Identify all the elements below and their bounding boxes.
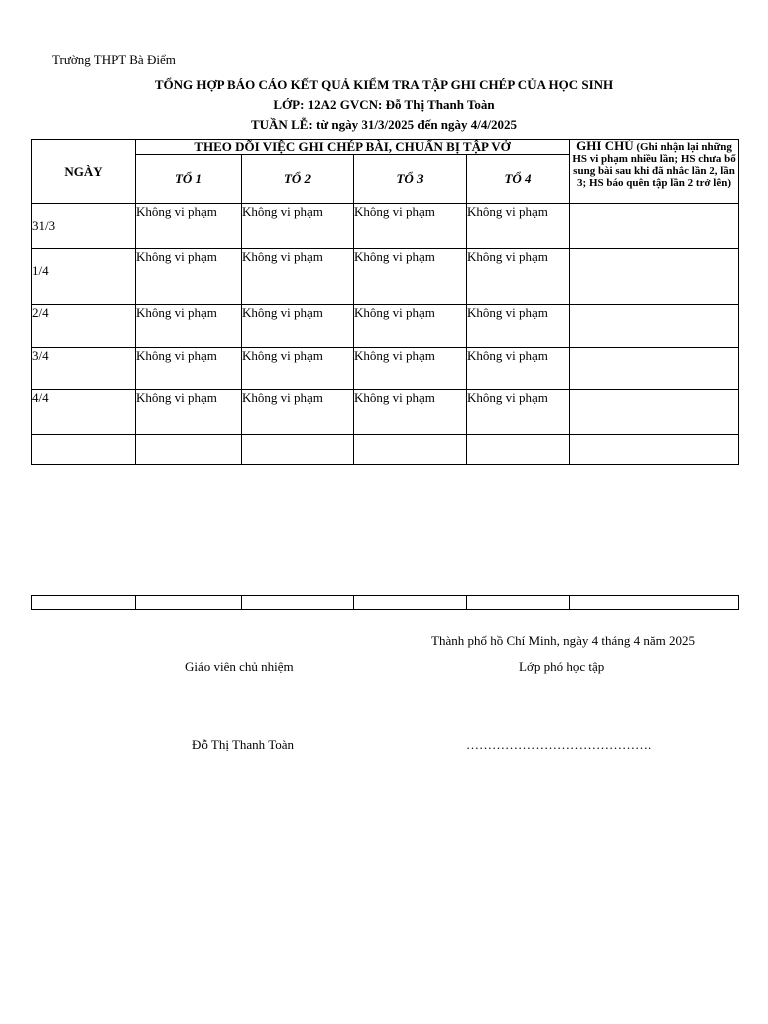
group-2-cell: Không vi phạm <box>242 249 354 305</box>
continuation-table-row <box>31 595 739 610</box>
group-3-cell: Không vi phạm <box>354 390 467 435</box>
group-4-cell: Không vi phạm <box>467 348 570 390</box>
group-2-cell: Không vi phạm <box>242 305 354 348</box>
group-3-header: TỔ 3 <box>354 155 467 204</box>
group-1-cell: Không vi phạm <box>136 390 242 435</box>
report-table <box>31 139 739 465</box>
group-1-cell: Không vi phạm <box>136 305 242 348</box>
group-2-cell: Không vi phạm <box>242 204 354 249</box>
note-cell <box>570 348 739 390</box>
blank-cell <box>354 596 467 610</box>
group-4-cell: Không vi phạm <box>467 249 570 305</box>
class-line: LỚP: 12A2 GVCN: Đỗ Thị Thanh Toàn <box>273 97 495 112</box>
group-4-cell <box>467 435 570 465</box>
note-cell <box>570 305 739 348</box>
group-4-cell: Không vi phạm <box>467 305 570 348</box>
note-column-header <box>570 140 739 204</box>
note-cell <box>570 390 739 435</box>
group-3-cell: Không vi phạm <box>354 204 467 249</box>
group-1-cell: Không vi phạm <box>136 204 242 249</box>
table-row <box>32 204 739 249</box>
tracking-group-header: THEO DÕI VIỆC GHI CHÉP BÀI, CHUẨN BỊ TẬP VỞ <box>136 140 570 155</box>
group-1-cell: Không vi phạm <box>136 249 242 305</box>
group-2-header: TỔ 2 <box>242 155 354 204</box>
study-monitor-title: Lớp phó học tập <box>519 659 605 674</box>
school-name: Trường THPT Bà Điểm <box>52 52 176 67</box>
table-row <box>32 390 739 435</box>
row-date-text: 2/4 <box>32 305 49 320</box>
study-monitor-signature-line: ……………………………………. <box>466 737 652 752</box>
row-date-text: 1/4 <box>32 263 49 278</box>
row-date <box>32 348 136 390</box>
group-1-cell <box>136 435 242 465</box>
blank-cell <box>242 596 354 610</box>
group-4-cell: Không vi phạm <box>467 204 570 249</box>
table-row <box>32 249 739 305</box>
week-line: TUẦN LỄ: từ ngày 31/3/2025 đến ngày 4/4/2025 <box>250 117 518 132</box>
blank-cell <box>467 596 570 610</box>
note-cell <box>570 204 739 249</box>
place-and-date: Thành phố hồ Chí Minh, ngày 4 tháng 4 năm 2025 <box>431 633 695 648</box>
row-date <box>32 249 136 305</box>
group-3-cell <box>354 435 467 465</box>
group-3-cell: Không vi phạm <box>354 249 467 305</box>
group-2-cell: Không vi phạm <box>242 348 354 390</box>
group-4-header: TỔ 4 <box>467 155 570 204</box>
blank-cell <box>32 596 136 610</box>
group-3-cell: Không vi phạm <box>354 305 467 348</box>
note-title: GHI CHÚ <box>576 138 634 153</box>
row-date <box>32 305 136 348</box>
table-row <box>32 435 739 465</box>
group-1-header: TỔ 1 <box>136 155 242 204</box>
table-row <box>32 305 739 348</box>
row-date-text: 31/3 <box>32 218 56 233</box>
row-date <box>32 204 136 249</box>
homeroom-teacher-name: Đỗ Thị Thanh Toàn <box>192 737 295 752</box>
blank-cell <box>136 596 242 610</box>
row-date <box>32 390 136 435</box>
blank-cell <box>570 596 739 610</box>
homeroom-teacher-title: Giáo viên chủ nhiệm <box>185 659 294 674</box>
note-detail: (Ghi nhận lại những HS vi phạm nhiều lần; HS chưa bổ sung bài sau khi đã nhắc lần 2, lần 3; HS báo quên tập lần 2 trở lên) <box>572 141 736 189</box>
report-title: TỔNG HỢP BÁO CÁO KẾT QUẢ KIỂM TRA TẬP GHI CHÉP CỦA HỌC SINH <box>154 77 614 92</box>
row-date-text: 3/4 <box>32 348 49 363</box>
note-cell <box>570 435 739 465</box>
note-cell <box>570 249 739 305</box>
group-1-cell: Không vi phạm <box>136 348 242 390</box>
group-4-cell: Không vi phạm <box>467 390 570 435</box>
group-2-cell: Không vi phạm <box>242 390 354 435</box>
table-row <box>32 348 739 390</box>
row-date <box>32 435 136 465</box>
row-date-text: 4/4 <box>32 390 49 405</box>
group-2-cell <box>242 435 354 465</box>
group-3-cell: Không vi phạm <box>354 348 467 390</box>
date-column-header: NGÀY <box>32 140 136 204</box>
